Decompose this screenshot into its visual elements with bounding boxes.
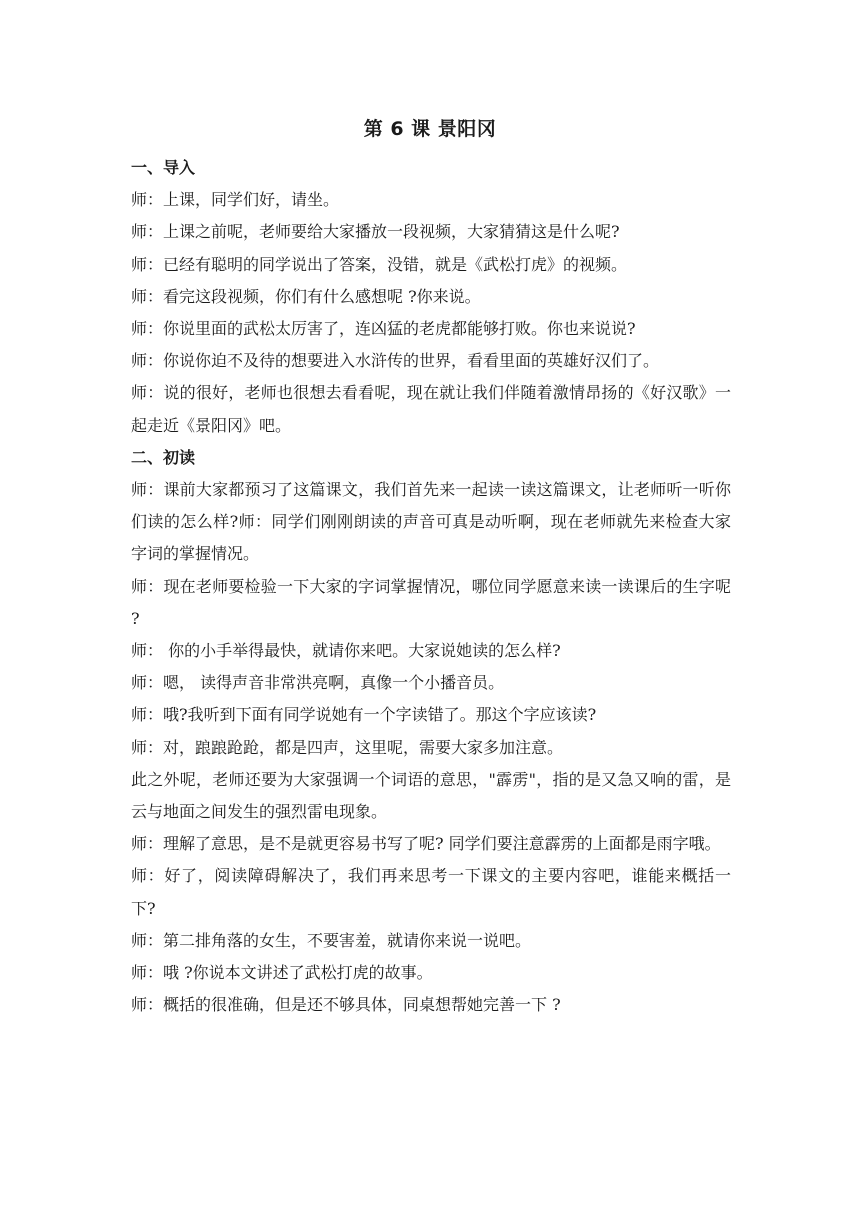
paragraph: 师：看完这段视频，你们有什么感想呢 ?你来说。 (131, 286, 481, 306)
paragraph: 师：上课，同学们好，请坐。 (131, 190, 340, 210)
paragraph: 此之外呢，老师还要为大家强调一个词语的意思，"霹雳"，指的是又急又响的雷，是云与地面之间发生的强烈雷电现象。 (131, 769, 731, 822)
paragraph: 师：你说你迫不及待的想要进入水浒传的世界，看看里面的英雄好汉们了。 (131, 351, 660, 371)
page-title: 第 6 课 景阳冈 (363, 118, 497, 140)
document-body (131, 152, 731, 1021)
section-heading: 二、初读 (131, 447, 196, 467)
paragraph: 师：哦?我听到下面有同学说她有一个字读错了。那这个字应该读? (131, 705, 597, 725)
section-heading: 一、导入 (131, 158, 196, 177)
paragraph: 师：理解了意思，是不是就更容易书写了呢? 同学们要注意霹雳的上面都是雨字哦。 (131, 834, 721, 854)
paragraph: 师：第二排角落的女生，不要害羞，就请你来说一说吧。 (131, 930, 532, 950)
paragraph: 师：课前大家都预习了这篇课文，我们首先来一起读一读这篇课文，让老师听一听你们读的怎么样?师：同学们刚刚朗读的声音可真是动听啊，现在老师就先来检查大家字词的掌握情况。 (131, 480, 731, 564)
paragraph: 师：上课之前呢，老师要给大家播放一段视频，大家猜猜这是什么呢? (131, 222, 620, 242)
paragraph: 师：现在老师要检验一下大家的字词掌握情况，哪位同学愿意来读一读课后的生字呢 ? (131, 576, 731, 628)
paragraph: 师： 你的小手举得最快，就请你来吧。大家说她读的怎么样? (131, 641, 561, 661)
paragraph: 师：已经有聪明的同学说出了答案，没错，就是《武松打虎》的视频。 (131, 254, 628, 274)
paragraph: 师：说的很好，老师也很想去看看呢，现在就让我们伴随着激情昂扬的《好汉歌》一起走近《景阳冈》吧。 (131, 383, 731, 435)
paragraph: 师：概括的很准确，但是还不够具体，同桌想帮她完善一下 ? (131, 995, 561, 1015)
paragraph: 师：对，踉踉跄跄，都是四声，这里呢，需要大家多加注意。 (131, 737, 564, 757)
paragraph: 师：好了，阅读障碍解决了，我们再来思考一下课文的主要内容吧，谁能来概括一下? (131, 866, 731, 918)
paragraph: 师：嗯， 读得声音非常洪亮啊，真像一个小播音员。 (131, 673, 505, 693)
paragraph: 师：哦 ?你说本文讲述了武松打虎的故事。 (131, 963, 433, 983)
paragraph: 师：你说里面的武松太厉害了，连凶猛的老虎都能够打败。你也来说说? (131, 319, 636, 339)
